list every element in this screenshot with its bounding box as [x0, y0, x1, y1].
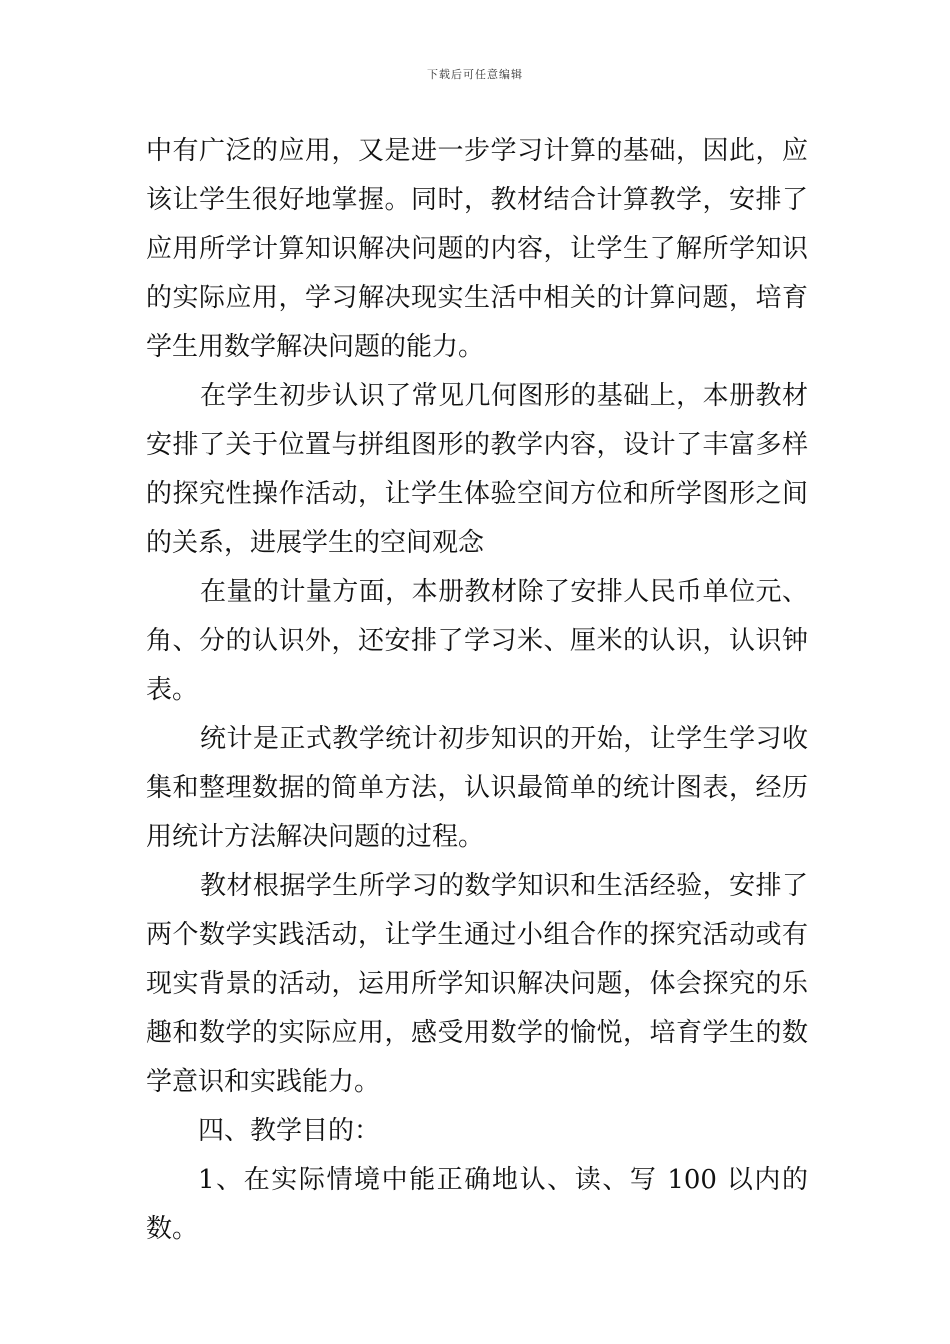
section-heading-teaching-goals: 四、教学目的： [198, 1116, 381, 1146]
paragraph-practice: 教材根据学生所学习的数学知识和生活经验，安排了两个数学实践活动，让学生通过小组合作的探究活动或有现实背景的活动，运用所学知识解决问题，体会探究的乐趣和数学的实际应用，感受用数学的愉悦，培育学生的数学意识和实践能力。 [146, 871, 808, 1097]
paragraph-continued: 中有广泛的应用，又是进一步学习计算的基础，因此，应该让学生很好地掌握。同时，教材结合计算教学，安排了应用所学计算知识解决问题的内容，让学生了解所学知识的实际应用，学习解决现实生活中相关的计算问题，培育学生用数学解决问题的能力。 [146, 136, 808, 362]
page-header: 下载后可任意编辑 [427, 68, 523, 81]
document-body [146, 127, 808, 1254]
paragraph-measurement: 在量的计量方面，本册教材除了安排人民币单位元、角、分的认识外，还安排了学习米、厘米的认识，认识钟表。 [146, 577, 808, 705]
paragraph-geometry: 在学生初步认识了常见几何图形的基础上，本册教材安排了关于位置与拼组图形的教学内容，设计了丰富多样的探究性操作活动，让学生体验空间方位和所学图形之间的关系，进展学生的空间观念 [146, 381, 808, 558]
paragraph-statistics: 统计是正式教学统计初步知识的开始，让学生学习收集和整理数据的简单方法，认识最简单的统计图表，经历用统计方法解决问题的过程。 [146, 724, 808, 852]
goal-item-1: 1、在实际情境中能正确地认、读、写 100 以内的数。 [146, 1165, 808, 1244]
